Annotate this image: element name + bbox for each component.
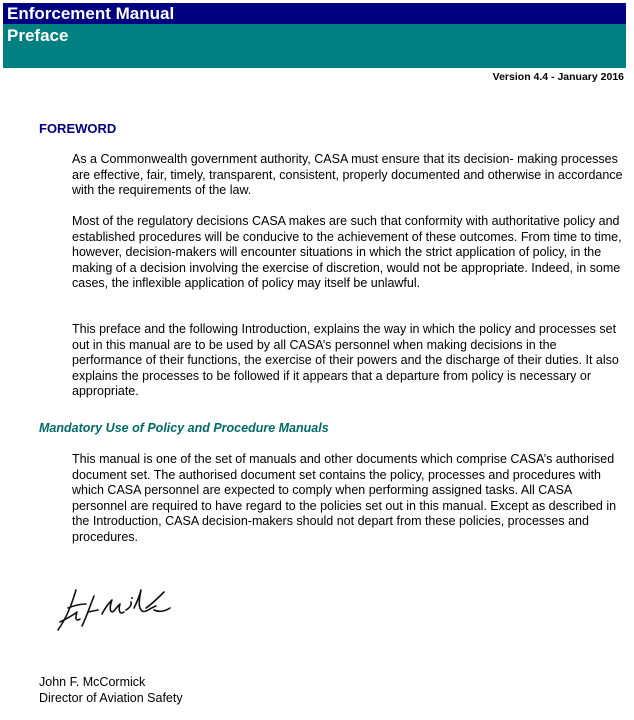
signatory-title: Director of Aviation Safety [39, 691, 183, 705]
mandatory-use-paragraph: This manual is one of the set of manuals and other documents which comprise CASA’s authorised document set. The authorised document set contains the policy, processes and procedures with which CASA personnel are expected to comply when performing assigned tasks. All CASA personnel are required to have regard to the policies set out in this manual. Except as described in the Introduction, CASA decision-makers should not depart from these policies, processes and procedures. [72, 452, 617, 544]
signatory-name: John F. McCormick [39, 675, 146, 689]
foreword-paragraph: Most of the regulatory decisions CASA makes are such that conformity with authoritative policy and established procedures will be conducive to the achievement of these outcomes. From time to time, however, decision-makers will encounter situations in which the strict application of policy, in the making of a decision involving the exercise of discretion, would not be appropriate. Indeed, in some cases, the inflexible application of policy may itself be unlawful. [72, 214, 622, 290]
manual-title: Enforcement Manual [7, 4, 175, 23]
document-header [3, 3, 626, 68]
section-title: Preface [7, 26, 69, 45]
foreword-paragraph: As a Commonwealth government authority, CASA must ensure that its decision- making processes are effective, fair, timely, transparent, consistent, properly documented and otherwise in accordance with the requirements of the law. [72, 152, 623, 197]
header-section-bar [3, 24, 626, 68]
foreword-paragraph: This preface and the following Introduction, explains the way in which the policy and processes set out in this manual are to be used by all CASA’s personnel when making decisions in the performance of their functions, the exercise of their powers and the discharge of their duties. It also explains the processes to be followed if it appears that a departure from policy is necessary or appropriate. [72, 322, 619, 398]
header-title-bar [3, 3, 626, 24]
mandatory-use-heading: Mandatory Use of Policy and Procedure Manuals [39, 421, 329, 435]
foreword-heading: FOREWORD [39, 121, 117, 136]
signature-image [46, 578, 191, 638]
version-label: Version 4.4 - January 2016 [492, 71, 624, 83]
